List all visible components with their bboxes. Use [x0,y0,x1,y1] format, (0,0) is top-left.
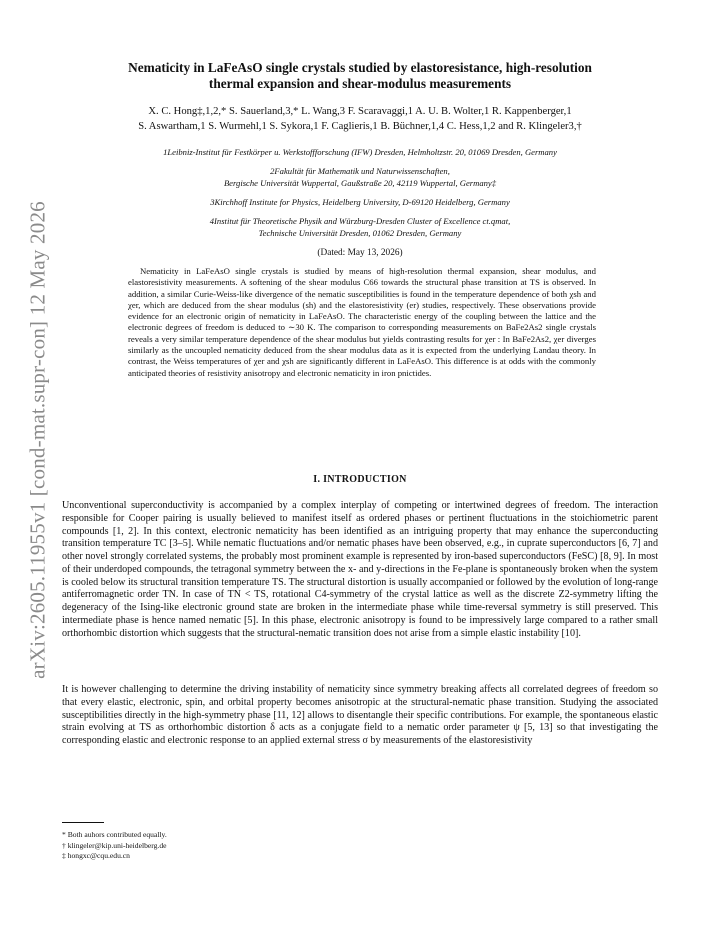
section-heading-introduction: I. INTRODUCTION [313,474,407,485]
affiliation-1: 1Leibniz-Institut für Festkörper u. Werkstoffforschung (IFW) Dresden, Helmholtzstr. 20, 01069 Dresden, Germany [163,147,557,157]
abstract-text: Nematicity in LaFeAsO single crystals is studied by means of high-resolution thermal expansion, shear modulus, and elastoresistivity measurements. A softening of the shear modulus C66 towards the structural phase transition at TS is observed. In addition, a similar Curie-Weiss-like divergence of the nematic susceptibilities is found in the temperature dependence of both χsh and χer, which are deduced from the shear modulus (sh) and the elastoresistivity (er) studies, respectively. These observations provide evidence for an electronic origin of nematicity in LaFeAsO. The characteristic energy of the coupling between the lattice and the electronic degrees of freedom is deduced to ∼30 K. The comparison to corresponding measurements on BaFe2As2 single crystals reveals a very similar temperature dependence of the shear modulus but yields contrasting results for χer : In BaFe2As2, χer diverges similarly as the uncoupled nematicity deduced from the shear modulus data as it is expected from the underlying Landau theory. In contrast, the Weiss temperatures of χer and χsh are significantly different in LaFeAsO. This difference is at odds with the commonly anticipated theories of resistivity anisotropy and electronic nematicity in iron pnictides. [128,266,596,378]
authors-line-2: S. Aswartham,1 S. Wurmehl,1 S. Sykora,1 F. Caglieris,1 B. Büchner,1,4 C. Hess,1,2 and R. Klingeler3,† [138,120,582,132]
affiliation-4-line-2: Technische Universität Dresden, 01062 Dresden, Germany [258,228,462,238]
footnote-email-hong: ‡ hongxc@cqu.edu.cn [62,851,130,861]
date-line: (Dated: May 13, 2026) [317,248,403,258]
affiliation-4 [70,215,650,239]
title-line-2: thermal expansion and shear-modulus measurements [208,76,512,91]
arxiv-sidebar [18,200,58,680]
intro-paragraph-2 [62,684,658,748]
footnote-rule [62,822,104,823]
intro-paragraph-1 [62,500,658,640]
affiliation-3: 3Kirchhoff Institute for Physics, Heidelberg University, D-69120 Heidelberg, Germany [210,197,510,207]
intro-paragraph-2-text: It is however challenging to determine the driving instability of nematicity since symmetry breaking affects all correlated degrees of freedom so that every elastic, electronic, spin, and orbital property becomes anisotropic at the structural-nematic phase transition. Studying the associated susceptibilities directly in the high-symmetry phase [11, 12] allows to disentangle their specific contributions. For example, the spontaneous elastic strain evolving at TS as orthorhombic distortion δ acts as a conjugate field to a nematic order parameter ψ [5, 13] so that investigating the corresponding elastic and electronic response to an applied external stress σ by measurements of the elastoresistivity [62,684,658,746]
author-list [70,105,650,134]
arxiv-identifier: arXiv:2605.11955v1 [cond-mat.supr-con] 12 May 2026 [25,201,50,679]
footnotes [62,830,462,862]
title-line-1: Nematicity in LaFeAsO single crystals studied by elastoresistance, high-resolution [128,60,592,75]
affiliation-2-line-2: Bergische Universität Wuppertal, Gaußstraße 20, 42119 Wuppertal, Germany‡ [223,178,497,188]
affiliation-2 [70,165,650,189]
affiliation-4-line-1: 4Institut für Theoretische Physik and Würzburg-Dresden Cluster of Excellence ct.qmat, [209,216,511,226]
intro-paragraph-1-text: Unconventional superconductivity is accompanied by a complex interplay of competing or intertwined degrees of freedom. The interaction responsible for Cooper pairing is usually believed to manifest itself as ordered phases or pertinent fluctuations in the stoichiometric parent compounds [1, 2]. In this context, electronic nematicity has been identified as an intriguing property that may enhance the superconducting transition temperature TC [3–5]. While nematic fluctuations and/or nematic phases have been observed, e.g., in cuprate superconductors [6, 7] and other novel strongly correlated systems, the probably most prominent example is represented by iron-based superconductors (FeSC) [8, 9]. In most of their underdoped compounds, the tetragonal symmetry between the x- and y-directions in the Fe-plane is spontaneously broken when the system is cooled below its structural transition temperature TS. The structural distortion is usually accompanied or followed by the evolution of long-range antiferromagnetic order TN. In case of TN < TS, rotational C4-symmetry of the crystal lattice as well as the discrete Z2-symmetry lifting the degeneracy of the Ising-like electronic ground state are broken in the intermediate phase while time-reversal symmetry is still preserved. This intermediate phase is hence named nematic [5]. In this phase, electronic anisotropy is found to be impressively large compared to a rather small orthorhombic distortion which suggests that the structural-nematic transition does not arise from a simple elastic instability [10]. [62,500,658,639]
affiliation-2-line-1: 2Fakultät für Mathematik und Naturwissenschaften, [270,166,450,176]
footnote-email-klingeler: † klingeler@kip.uni-heidelberg.de [62,840,167,850]
authors-line-1: X. C. Hong‡,1,2,* S. Sauerland,3,* L. Wang,3 F. Scaravaggi,1 A. U. B. Wolter,1 R. Kappenberger,1 [148,106,572,117]
footnote-equal-contribution: * Both auhors contributed equally. [62,830,167,839]
paper-title [70,60,650,92]
abstract [128,266,596,379]
